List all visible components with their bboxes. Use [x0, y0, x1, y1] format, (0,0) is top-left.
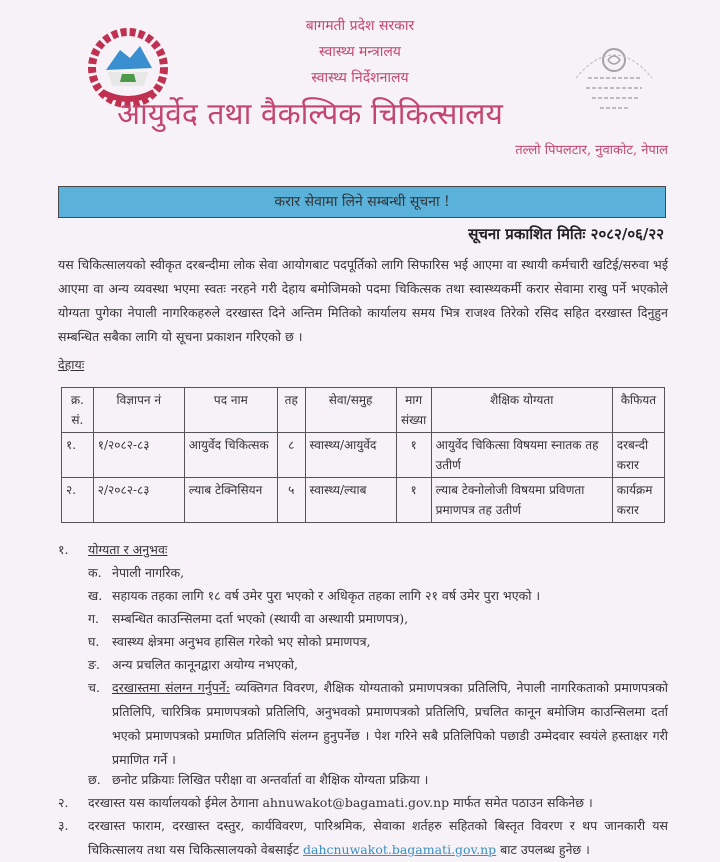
- cell-service-group: स्वास्थ्य/ल्याब: [305, 478, 396, 523]
- cell-level: ५: [277, 478, 305, 523]
- cell-demand-count: १: [396, 433, 431, 478]
- cell-serial: २.: [62, 478, 94, 523]
- intro-paragraph: यस चिकित्सालयको स्वीकृत दरबन्दीमा लोक सेवा आयोगबाट पदपूर्तिको लागि सिफारिस भई आएमा वा स्थायी कर्मचारी खटिई/सरुवा भई आएमा वा अन्य व्यवस्था भएमा स्वतः नरहने गरी देहाय बमोजिमको पदमा चिकित्सक तथा स्वास्थ्यकर्मी करार सेवामा राखु पर्ने भएकोले योग्यता पुगेका नेपाली नागरिकहरुले दरखास्त दिने अन्तिम मितिको कार्यालय समय भित्र राजश्व तिरेको रसिद सहित दरखास्त दिनुहुन सम्बन्धित सबैका लागि यो सूचना प्रकाशन गरिएको छ ।: [58, 257, 668, 344]
- item-kha-mark: ख.: [88, 588, 103, 603]
- cell-level: ८: [277, 433, 305, 478]
- hospital-title: आयुर्वेद तथा वैकल्पिक चिकित्सालय: [117, 97, 503, 132]
- col-demand-count: माग संख्या: [396, 388, 431, 433]
- col-post-name: पद नाम: [184, 388, 277, 433]
- section-3-body: [88, 814, 668, 862]
- item-chha-mark: छ.: [88, 772, 101, 787]
- table-row: [62, 433, 665, 478]
- cell-post-name: आयुर्वेद चिकित्सक: [184, 433, 277, 478]
- item-chha-text: छनोट प्रक्रियाः लिखित परीक्षा वा अन्तर्वार्ता वा शैक्षिक योग्यता प्रक्रिया ।: [112, 772, 429, 787]
- section-3-text-before: दरखास्त फाराम, दरखास्त दस्तुर, कार्यविवरण, पारिश्रमिक, सेवाका शर्तहरु सहितको बिस्तृत विवरण र थप जानकारी यस चिकित्सालय तथा यस चिकित्सालयको वेबसाईट: [88, 818, 668, 857]
- col-level: तह: [277, 388, 305, 433]
- cell-remarks: दरबन्दी करार: [612, 433, 664, 478]
- item-gha-mark: घ.: [88, 634, 100, 649]
- dehay-label: देहायः: [58, 357, 85, 372]
- cell-qualification: ल्याब टेक्नोलोजी विषयमा प्रविणता प्रमाणपत्र तह उतीर्ण: [431, 478, 612, 523]
- section-2-body: [88, 791, 678, 815]
- cell-serial: १.: [62, 433, 94, 478]
- section-1-title: योग्यता र अनुभवः: [88, 542, 168, 557]
- item-cha-text: व्यक्तिगत विवरण, शैक्षिक योग्यताको प्रमाणपत्रका प्रतिलिपि, नेपाली नागरिकताको प्रमाणपत्रको प्रतिलिपि, चारित्रिक प्रमाणपत्रको प्रतिलिपि, अनुभवको प्रमाणपत्रको प्रतिलिपि, प्रचलित कानून बमोजिम काउन्सिलमा दर्ता भएको प्रमाणपत्रको प्रमाणित प्रतिलिपि संलग्न हुनुपर्नेछ । पेश गरिने सबै प्रतिलिपिको पछाडी उम्मेदवार स्वयंले हस्ताक्षर गरी प्रमाणित गर्ने ।: [112, 680, 668, 767]
- table-row: [62, 478, 665, 523]
- col-qualification: शैक्षिक योग्यता: [431, 388, 612, 433]
- cell-advert-no: २/२०८२-८३: [93, 478, 184, 523]
- cell-demand-count: १: [396, 478, 431, 523]
- item-ga-mark: ग.: [88, 611, 100, 626]
- notice-banner: करार सेवामा लिने सम्बन्धी सूचना !: [58, 186, 666, 218]
- published-date-label: सूचना प्रकाशित मितिः: [468, 225, 586, 243]
- item-ka-text: नेपाली नागरिक,: [112, 565, 185, 580]
- section-1-number: १.: [58, 542, 69, 557]
- header-directorate: स्वास्थ्य निर्देशनालय: [311, 70, 409, 86]
- published-date-value: २०८२/०६/२२: [590, 225, 664, 243]
- col-service-group: सेवा/समुह: [305, 388, 396, 433]
- letterhead: [0, 0, 720, 165]
- item-nga-text: अन्य प्रचलित कानूनद्वारा अयोग्य नभएको,: [112, 657, 299, 672]
- item-cha-label: दरखास्तमा संलग्न गर्नुपर्ने:: [112, 680, 230, 695]
- email-address[interactable]: ahnuwakot@bagamati.gov.np: [262, 795, 450, 810]
- hospital-address: तल्लो पिपलटार, नुवाकोट, नेपाल: [515, 143, 668, 158]
- website-link[interactable]: dahcnuwakot.bagamati.gov.np: [302, 842, 497, 857]
- cell-service-group: स्वास्थ्य/आयुर्वेद: [305, 433, 396, 478]
- section-2-number: २.: [58, 795, 69, 810]
- section-2-text-after: मार्फत समेत पठाउन सकिनेछ ।: [453, 795, 593, 810]
- item-ga-text: सम्बन्धित काउन्सिलमा दर्ता भएको (स्थायी वा अस्थायी प्रमाणपत्र),: [112, 611, 409, 626]
- col-serial: क्र. सं.: [62, 388, 94, 433]
- header-government: बागमती प्रदेश सरकार: [305, 18, 415, 34]
- header-ministry: स्वास्थ्य मन्त्रालय: [319, 44, 401, 60]
- table-header-row: [62, 388, 665, 433]
- item-gha-text: स्वास्थ्य क्षेत्रमा अनुभव हासिल गरेको भए सोको प्रमाणपत्र,: [112, 634, 371, 649]
- col-remarks: कैफियत: [612, 388, 664, 433]
- item-ka-mark: क.: [88, 565, 102, 580]
- cell-advert-no: १/२०८२-८३: [93, 433, 184, 478]
- office-stamp-icon: [568, 38, 660, 118]
- item-cha-body: [112, 676, 668, 772]
- item-cha-mark: च.: [88, 680, 100, 695]
- cell-post-name: ल्याब टेक्निसियन: [184, 478, 277, 523]
- item-nga-mark: ङ.: [88, 657, 100, 672]
- cell-remarks: कार्यक्रम करार: [612, 478, 664, 523]
- section-3-text-after: बाट उपलब्ध हुनेछ ।: [500, 842, 590, 857]
- col-advert-no: विज्ञापन नं: [93, 388, 184, 433]
- section-3-number: ३.: [58, 818, 69, 833]
- vacancy-table: [61, 387, 665, 523]
- section-2-text-before: दरखास्त यस कार्यालयको ईमेल ठेगाना: [88, 795, 259, 810]
- cell-qualification: आयुर्वेद चिकित्सा विषयमा स्नातक तह उतीर्ण: [431, 433, 612, 478]
- published-date: [468, 224, 664, 244]
- item-kha-text: सहायक तहका लागि १८ वर्ष उमेर पुरा भएको र अधिकृत तहका लागि २१ वर्ष उमेर पुरा भएको ।: [112, 588, 541, 603]
